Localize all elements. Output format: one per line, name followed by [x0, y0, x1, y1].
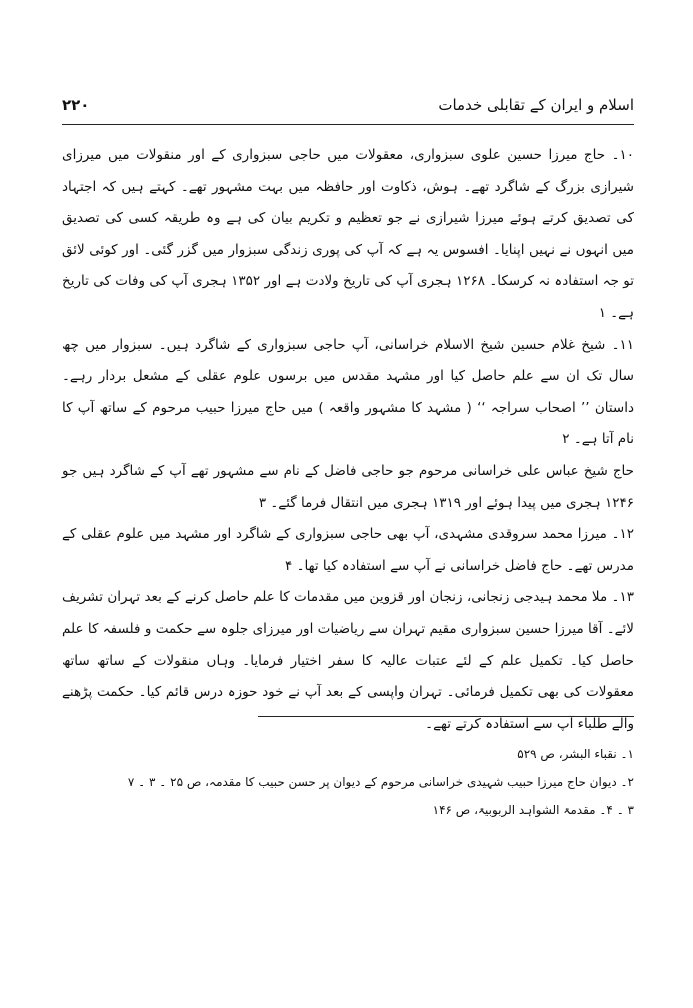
paragraph-11-cont: حاج شیخ عباس علی خراسانی مرحوم جو حاجی فاضل کے نام سے مشہور تھے آپ کے شاگرد ہیں جو ۱۲۴۶ ہجری میں پیدا ہوئے اور ۱۳۱۹ ہجری میں انتقال فرما گئے۔ ۳ — [62, 462, 634, 511]
footnotes — [62, 740, 634, 824]
running-header — [62, 92, 634, 122]
footnote-3: ۳ ۔ ۴۔ مقدمۃ الشواہد الربوبیۃ، ص ۱۴۶ — [432, 803, 634, 817]
header-title: اسلام و ایران کے تقابلی خدمات — [438, 96, 634, 114]
header-rule — [62, 124, 634, 125]
paragraph-10: ۱۰۔ حاج میرزا حسین علوی سبزواری، معقولات میں حاجی سبزواری کے اور منقولات میں میرزای شیرازی بزرگ کے شاگرد تھے۔ ہوش، ذکاوت اور حافظہ میں بہت مشہور تھے۔ کہتے ہیں کہ اجتہاد کی تصدیق کرتے ہوئے میرزا شیرازی نے جو تعظیم و تکریم بیان کی ہے وہ طریقہ کسی کی تصدیق میں انہوں نے نہیں اپنایا۔ افسوس یہ ہے کہ آپ کی پوری زندگی سبزوار میں گزر گئی۔ اور کوئی لائق تو جہ استفادہ نہ کرسکا۔ ۱۲۶۸ ہجری آپ کی تاریخ ولادت ہے اور ۱۳۵۲ ہجری آپ کی وفات کی تاریخ ہے۔ ۱ — [62, 147, 634, 321]
paragraph-13: ۱۳۔ ملا محمد ہیدجی زنجانی، زنجان اور قزوین میں مقدمات کا علم حاصل کرنے کے بعد تہران تشریف لائے۔ آقا میرزا حسین سبزواری مقیم تہران سے ریاضیات اور میرزای جلوہ سے حکمت و فلسفہ کا علم حاصل کیا۔ تکمیل علم کے لئے عتبات عالیہ کا سفر اختیار فرمایا۔ وہاں منقولات کے ساتھ ساتھ معقولات کی بھی تکمیل فرمائی۔ تہران واپسی کے بعد آپ نے خود حوزہ درس قائم کیا۔ حکمت پڑھنے والے طلباء آپ سے استفادہ کرتے تھے۔ — [62, 589, 634, 732]
main-text — [62, 140, 634, 740]
footnote-rule — [258, 716, 634, 717]
paragraph-12: ۱۲۔ میرزا محمد سروقدی مشہدی، آپ بھی حاجی سبزواری کے شاگرد اور مشہد میں علوم عقلی کے مدرس تھے۔ حاج فاضل خراسانی نے آپ سے استفادہ کیا تھا۔ ۴ — [62, 526, 634, 574]
footnote-2: ۲۔ دیوان حاج میرزا حبیب شہیدی خراسانی مرحوم کے دیوان پر حسن حبیب کا مقدمہ، ص ۲۵ ۔ ۳ ۔ ۷ — [127, 775, 634, 789]
page-number: ۲۲۰ — [62, 96, 90, 114]
footnote-1: ۱۔ نقباء البشر، ص ۵۲۹ — [517, 747, 634, 761]
paragraph-11: ۱۱۔ شیخ غلام حسین شیخ الاسلام خراسانی، آپ حاجی سبزواری کے شاگرد ہیں۔ سبزوار میں چھ سال تک ان سے علم حاصل کیا اور مشہد مقدس میں برسوں علوم عقلی کے مشعل بردار رہے۔ داستان ’’ اصحاب سراجہ ‘‘ ( مشہد کا مشہور واقعہ ) میں حاج میرزا حبیب مرحوم کے ساتھ آپ کا نام آتا ہے۔ ۲ — [62, 336, 634, 448]
